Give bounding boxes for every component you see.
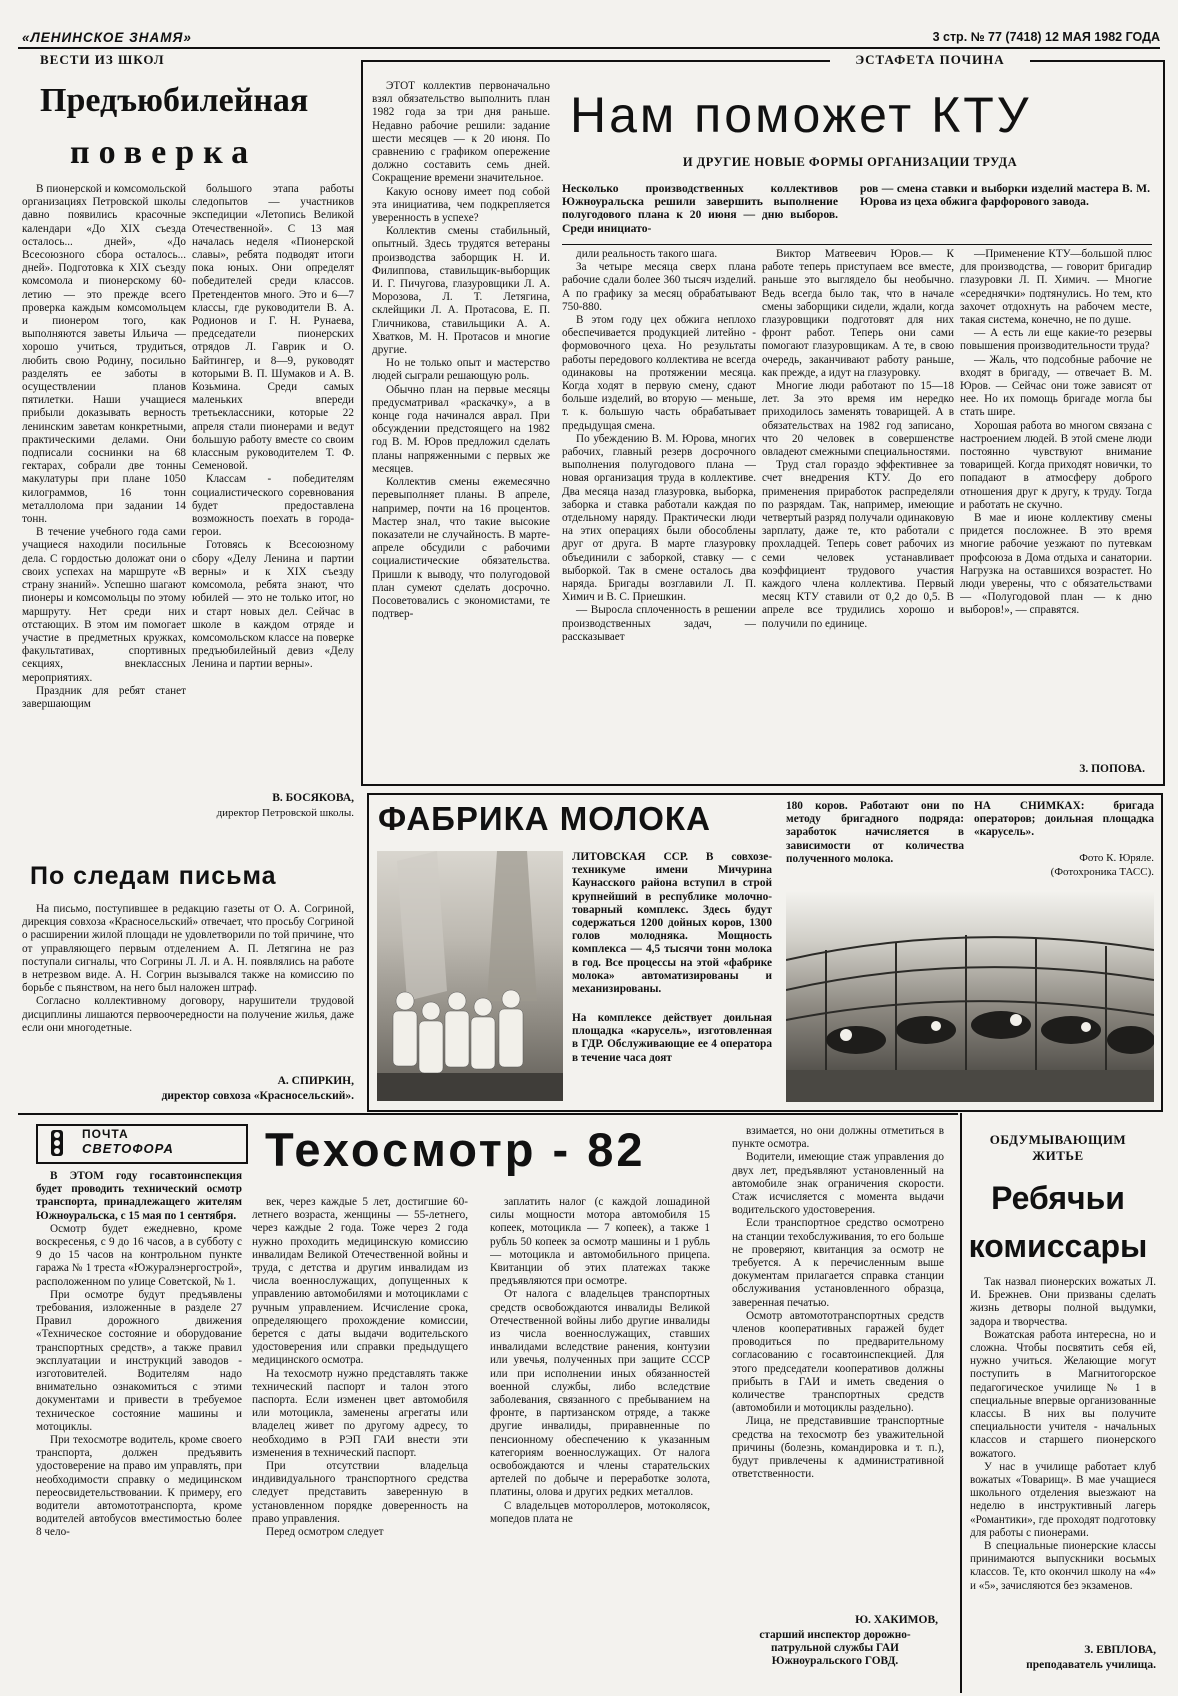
ktu-rubric: ЭСТАФЕТА ПОЧИНА [830,52,1030,68]
tech-col-4 [732,1125,944,1610]
milk-photo-credit: Фото К. Юряле. [1079,852,1154,864]
paragraph: В специальные пионерские классы принимаются выпускники восьмых классов. Те, кто окончил школу на «4» и «5», зачисляются без экзаменов. [970,1540,1156,1592]
tech-col-1 [36,1170,242,1680]
tech-signature-name: Ю. ХАКИМОВ, [855,1614,938,1626]
school-title-1: Предъюбилейная [40,82,309,119]
paragraph: дили реальность такого шага. [576,248,718,260]
paragraph: Хорошая работа во многом связана с настроением людей. В этой смене люди постоянно чувствуют внимание товарищей. Когда приходят новички, то попадают в атмосферу доброго отношения друг к другу, к труду. Тогда и работать не скучно. [960,419,1152,511]
kids-text [970,1276,1156,1639]
paragraph: Осмотр будет ежедневно, кроме воскресенья, с 9 до 16 часов, а в субботу с 9 до 15 часов на контрольном пункте гаража № 1 треста «Южуралэнергострой», расположенном по улице Советской, № 1. [36,1222,242,1288]
milk-photo-agency: (Фотохроника ТАСС). [1050,866,1154,878]
ktu-lead-left: Несколько производственных коллективов Южноуральска решили завершить выполнение полугодового плана к 20 июня — дню выборов. Среди инициато- [562,182,838,235]
milk-operators-photo [377,851,563,1101]
paragraph: Вожатская работа интересна, но и сложна. Чтобы посвятить себя ей, нужно учиться. Желающие могут поступить в Магнитогорское педагогическое училище № 1 в специальные впервые организованные классы. В них вы получите специальности учителя - начальных классов и старшего пионерского вожатого. [970,1328,1156,1460]
ktu-subtitle: И ДРУГИЕ НОВЫЕ ФОРМЫ ОРГАНИЗАЦИИ ТРУДА [682,155,1018,169]
paragraph: Виктор Матвеевич Юров.— К работе теперь приступаем все вместе, раньше это выглядело бы необычно. Ведь всегда было так, что в начале смены заборщики сидели, ждали, когда глазуровщики подготовят для них фронт работ. Теперь они сами помогают глазуровщикам. А те, в свою очередь, заканчивают работу раньше, как прежде, а идут на глазуровку. [762,248,954,379]
paragraph: Осмотр автомототранспортных средств членов кооперативных гаражей будет проводиться по предварительному согласованию с госавтоинспекцией. Для этого председатели кооперативов должны прибыть в ГАИ и иметь сведения о количестве транспортных средств (автомобили и мотоциклы раздельно). [732,1309,944,1415]
letter-text [22,903,354,1068]
paragraph: В мае и июне коллективу смены придется посложнее. В это время многие рабочие уезжают по путевкам профсоюза в Дома отдыха и санатории. Нагрузка на оставшихся возрастет. Но люди уверены, что с обязательствами — «Полугодовой план — к дню выборов!», — справятся. [960,512,1152,617]
tech-title: Техосмотр - 82 [265,1123,646,1176]
letter-title: По следам письма [30,862,277,890]
school-col-1 [22,183,186,828]
tech-col-3 [490,1196,710,1680]
paragraph: ЭТОТ коллектив первоначально взял обязательство выполнить план 1982 года за три дня раньше. Недавно рабочие решили: задание шести месяцев — к 20 июня. По сравнению с графиком опережение должно составить семь дней. Сокращение времени значительное. [372,80,550,185]
paragraph: Коллектив смены ежемесячно перевыполняет планы. В апреле, например, почти на 16 процентов. Мастер знал, что такие высокие показатели не случайность. В марте-апреле обсудили с рабочими социалистические обязательства. Пришли к выводу, что полугодовой план сумеют сделать досрочно. Посоветовались с экономистами, те подтвер- [372,476,550,621]
paragraph: взимается, но они должны отметиться в пункте осмотра. [732,1125,944,1151]
ktu-col-1 [372,80,550,780]
paragraph: В этом году цех обжига неплохо обеспечивается продукцией литейно - формовочного цеха. Но результаты работы передового коллектива не всегда одинаковы на протяжении месяца. Когда ходят в первую смену, сдают больше изделий, во вторую — меньше, т. к. большую часть обрабатывает предыдущая смена. [562,314,756,432]
traffic-light-icon [44,1130,70,1156]
paragraph: За четыре месяца сверх плана рабочие сдали более 360 тысяч изделий. А по графику за месяц обрабатывают 750-880. [562,261,756,313]
paragraph: В ЭТОМ году госавтоинспекция будет проводить технический осмотр транспорта, принадлежащего жителям Южноуральска, с 15 мая по 1 сентября. [36,1170,242,1222]
kids-title-1: Ребячьи [991,1180,1125,1216]
paragraph: Но не только опыт и мастерство людей сыграли решающую роль. [372,357,550,383]
paragraph: Согласно коллективному договору, нарушители трудовой дисциплины лишаются первоочередности на получение жилья, даже если они многодетные. [22,995,354,1034]
paragraph: Праздник для ребят станет завершающим [22,684,186,710]
paragraph: Если транспортное средство осмотрено на станции техобслуживания, то его больше не проверяют, квитанция за осмотр не требуется. А к перечисленным выше документам прилагается справка станции обслуживания установленного образца, заверенная печатью. [732,1217,944,1309]
paragraph: Обычно план на первые месяцы предусматривал «раскачку», а в конце года начинался аврал. При обсуждении предстоящего на 1982 год В. М. Юров предложил сделать планы напряженными с первых же месяцев. [372,383,550,475]
paragraph: На техосмотр нужно представлять также технический паспорт и талон этого паспорта. Если изменен цвет автомобиля или мотоцикла, заменены агрегаты или владелец живет по другому адресу, то необходимо в РЭП ГАИ внести эти изменения в технический паспорт. [252,1367,468,1459]
milk-text-3: 180 коров. Работают они по методу бригадного подряда: заработок начисляется в зависимости от количества полученного молока. [786,800,964,865]
school-col-2 [192,183,354,791]
paragraph: При отсутствии владельца индивидуального транспортного средства следует представить заверенную в установленном порядке доверенность на право управления. [252,1460,468,1525]
paragraph: В течение учебного года сами учащиеся находили посильные дела. С гордостью доложат они о своих успехах на маршруте «В страну знаний». Успешно шагают пионеры и комсомольцы по этому маршруту. Нет среди них отстающих. В этом им помогает участие в предметных кружках, факультативах, спортивных секциях, внеклассных мероприятиях. [22,526,186,684]
paragraph: век, через каждые 5 лет, достигшие 60-летнего возраста, женщины — 55-летнего, через каждые 2 года. Тоже через 2 года нужно проходить медицинскую комиссию инвалидам Великой Отечественной войны и труда, с детства и другим инвалидам из числа военнослужащих, допущенных к управлению автомобилями и мотоциклами с ручным управлением. Исчисление срока, определяющего прохождение комиссии, берется с даты выдачи водительского удостоверения или справки предыдущего медицинского осмотра. [252,1196,468,1367]
school-title-2: поверка [70,134,258,171]
ktu-col-4 [960,248,1152,756]
paragraph: —Применение КТУ—большой плюс для производства, — говорит бригадир глазуровки Л. П. Химич. — Многие «середнячки» подтянулись. Но тем, кто захочет отдохнуть на рабочем месте, такая система, конечно, не по душе. [960,248,1152,327]
kids-signature-role: преподаватель училища. [1026,1659,1156,1671]
paragraph: заплатить налог (с каждой лошадиной силы мощности мотора автомобиля 15 копеек, мотоцикла — 7 копеек), а также 1 рубль 50 копеек за осмотр машины и 1 рубль — мотоцикла и автомобильного прицепа. Квитанции об этих платежах также предъявляются при осмотре. [490,1196,710,1288]
paragraph: При техосмотре водитель, кроме своего транспорта, должен предъявить удостоверение на право им управлять, при необходимости справку о медицинском переосвидетельствовании. К примеру, его водители автомототранспорта, кроме водителей автобусов вместимостью более 8 чело- [36,1434,242,1539]
svetofor-rubric-line1: ПОЧТА [82,1127,129,1141]
paragraph: Так назвал пионерских вожатых Л. И. Брежнев. Они призваны сделать жизнь детворы полной выдумки, задора и творчества. [970,1276,1156,1328]
school-signature-name: В. БОСЯКОВА, [272,792,354,804]
operators-illustration [377,851,563,1101]
paragraph: Лица, не представившие транспортные средства на техосмотр без уважительной причины (болезнь, командировка и т. п.), будут привлечены к административной ответственности. [732,1415,944,1481]
paragraph: У нас в училище работает клуб вожатых «Товарищ». В мае учащиеся школьного отделения выезжают на неделю в инструктивный лагерь «Романтики», где проходят подготовку для работы с пионерами. [970,1460,1156,1539]
paragraph: — Жаль, что подсобные рабочие не входят в бригаду, — отвечает В. М. Юров. — Сейчас они тоже зависят от нее. Но их помощь бригаде могла бы стать шире. [960,353,1152,419]
paragraph: В пионерской и комсомольской организациях Петровской школы давно появились красочные календари «До XIX съезда осталось... дней», «До Всесоюзного сбора осталось... дней». Подготовка к XIX съезду комсомола и пионерскому 60-летию — это прежде всего проверка каждым комсомольцем и пионером того, как выполняются заветы Ильича — хорошо учиться, трудиться, любить свою Родину, посильно разделять ее заботы в осуществлении планов пятилетки. Наши учащиеся прибыли доказывать верность ленинским заветам конкретными, практическими делами. Они подписали соснинки на 68 гектарах, собрали две тонны макулатуры при плане 1050 килограммов, 16 тонн металлолома при задании 14 тонн. [22,183,186,526]
tech-col-2 [252,1196,468,1680]
paragraph: — Выросла сплоченность в решении производственных задач, — рассказывает [562,604,756,643]
paragraph: При осмотре будут предъявлены требования, изложенные в разделе 27 Правил дорожного движения «Техническое состояние и оборудование транспортных средств», а также правил эксплуатации и инструкций заводов - изготовителей. Водителям надо внимательно ознакомиться с этими документами и привести в требуемое техническое состояние машины и мотоциклы. [36,1288,242,1433]
ktu-signature: З. ПОПОВА. [1079,763,1145,775]
paragraph: Готовясь к Всесоюзному сбору «Делу Ленина и партии верны» и к XIX съезду комсомола, ребята знают, что юбилей — это не только итог, но и старт новых дел. Сейчас в школе в каждом отряде и комсомольском классе на поверке предъюбилейный девиз «Делу Ленина и партии верны». [192,539,354,671]
letter-signature-name: А. СПИРКИН, [277,1075,354,1087]
paragraph: Коллектив смены стабильный, опытный. Здесь трудятся ветераны производства заборщик Н. И. Филиппова, ставильщик-выборщик И. Г. Пичугова, глазуровщики Л. А. Морозова, Л. Т. Летягина, склейщики Л. А. Протасова, Е. П. Гличникова, ставильщики А. А. Хватков, М. Н. Протасов и многие другие. [372,225,550,357]
paragraph: Труд стал гораздо эффективнее за счет внедрения КТУ. До его применения приработок распределяли по разрядам. Так, например, имеющие четвертый разряд получали одинаковую зарплату, даже те, кто работали с прохладцей. Теперь совет рабочих из семи человек устанавливает коэффициент трудового участия каждого члена коллектива. Первый месяц КТУ ставили от 0,2 до 0,5. В апреле все трудились хорошо и получили по единице. [762,459,954,630]
masthead-paper: «ЛЕНИНСКОЕ ЗНАМЯ» [22,30,192,45]
paragraph: большого этапа работы следопытов — участников экспедиции «Летопись Великой Отечественной». С 13 мая началась неделя «Пионерской славы», ребята подводят итоги пока юных. Они определят победителей среди классов. Претендентов много. Это и 6—7 классы, где руководители В. А. Родионов и Г. Н. Рунаева, председатели пионерских отрядов Л. Гаврик и О. Байтингер, и 8—9, руководят которыми В. П. Шумаков и А. В. Козьмина. Среди самых маленьких впереди третьеклассники, которые 22 апреля стали пионерами и ведут большую работу вместе со своим классным руководителем Т. Ф. Семеновой. [192,183,354,473]
milk-caption: НА СНИМКАХ: бригада операторов; доильная площадка «карусель». [974,800,1154,839]
milk-carousel-photo [786,890,1154,1102]
paragraph: На письмо, поступившее в редакцию газеты от О. А. Согриной, дирекция совхоза «Красносельский» отвечает, что просьбу Согриной о расширении жилой площади не удовлетворили по той причине, что от управляющего первым отделением А. П. Летягина не раз поступали сигналы, что Согрины Л. Л. и А. Н. появлялись на работе в нетрезвом виде. А. Н. Согрин вызывался также на комиссию по борьбе с пьянством, на него был наложен штраф. [22,903,354,995]
paragraph: Водители, имеющие стаж управления до двух лет, предъявляют установленный на автомобиле знак ограничения скорости. Стаж исчисляется с момента выдачи водительского удостоверения. [732,1151,944,1217]
kids-signature-name: З. ЕВПЛОВА, [1084,1644,1156,1656]
tech-signature-role: старший инспектор дорожно-патрульной службы ГАИ Южноуральского ГОВД. [759,1629,911,1667]
kids-column-rule [960,1113,962,1693]
paragraph: По убеждению В. М. Юрова, многих рабочих, главный резерв досрочного выполнения полугодового плана — новая организация труда в коллективе. Два месяца назад глазуровка, выборка, заборка и ставка работали каждая по отдельному наряду. Практически люди на этих операциях были обособлены друг от друга. В марте глазуровку объединили с заборкой, ставку — с выборкой. Так в смене осталось два наряда. Бригады возглавили Л. П. Химич и В. С. Приешкин. [562,432,756,604]
masthead-issue: 3 стр. № 77 (7418) 12 МАЯ 1982 ГОДА [932,30,1160,44]
paragraph: Перед осмотром следует [266,1526,384,1539]
kids-title-2: комиссары [968,1228,1148,1264]
paragraph: От налога с владельцев транспортных средств освобождаются инвалиды Великой Отечественной войны либо другие инвалиды из числа военнослужащих, ставших инвалидами вследствие ранения, контузии или увечья, полученных при защите СССР или при исполнении иных обязанностей военной службы, либо вследствие заболевания, связанного с пребыванием на фронте, в партизанском отряде, а также другие инвалиды, приравненные по пенсионному обеспечению к указанным категориям военнослужащих. От налога освобождаются и члены старательских артелей по добыче и переработке золота, платины, олова и других редких металлов. [490,1288,710,1499]
ktu-col-3 [762,248,954,778]
kids-rubric: ОБДУМЫВАЮЩИМ ЖИТЬЕ [989,1132,1127,1163]
paragraph: Многие люди работают по 15—18 лет. За это время им нередко приходилось заменять товарищей. А в обязательствах на 1982 год записано, что 20 человек в совершенстве овладеют смежными специальностями. [762,380,954,459]
milk-title: ФАБРИКА МОЛОКА [378,800,711,837]
school-signature-role: директор Петровской школы. [216,807,354,819]
paragraph: С владельцев мотороллеров, мотоколясок, мопедов плата не [490,1499,710,1525]
milk-text-2: На комплексе действует доильная площадка «карусель», изготовленная в ГДР. Обслуживающие ее 4 оператора в течение часа доят [572,1012,772,1064]
section-rule [18,1113,958,1115]
paragraph: Какую основу имеет под собой эта инициатива, чем подкрепляется уверенность в успехе? [372,185,550,225]
masthead-rule [18,47,1160,49]
letter-signature-role: директор совхоза «Красносельский». [161,1090,354,1102]
svetofor-rubric-line2: СВЕТОФОРА [82,1141,174,1156]
ktu-lead-right: ров — смена ставки и выборки изделий мастера В. М. Юрова из цеха обжига фарфорового завода. [860,182,1150,209]
svetofor-rubric-badge [36,1124,248,1164]
ktu-title: Нам поможет КТУ [570,87,1032,143]
paragraph: — А есть ли еще какие-то резервы повышения производительности труда? [960,327,1152,353]
paragraph: Классам - победителям социалистического соревнования будет предоставлена возможность поехать в города-герои. [192,473,354,539]
school-rubric: ВЕСТИ ИЗ ШКОЛ [40,52,165,67]
ktu-col-2 [562,248,756,778]
milk-text-1: ЛИТОВСКАЯ ССР. В совхозе-техникуме имени Мичурина Каунасского района вступил в строй крупнейший в республике молочно-товарный комплекс. Здесь будут содержаться 1200 дойных коров, 1300 голов молодняка. Мощность комплекса — 4,5 тысячи тонн молока в год. Все процессы на этой «фабрике молока» автоматизированы и механизированы. [572,851,772,996]
carousel-illustration [786,890,1154,1102]
ktu-lead-rule [562,244,1152,245]
